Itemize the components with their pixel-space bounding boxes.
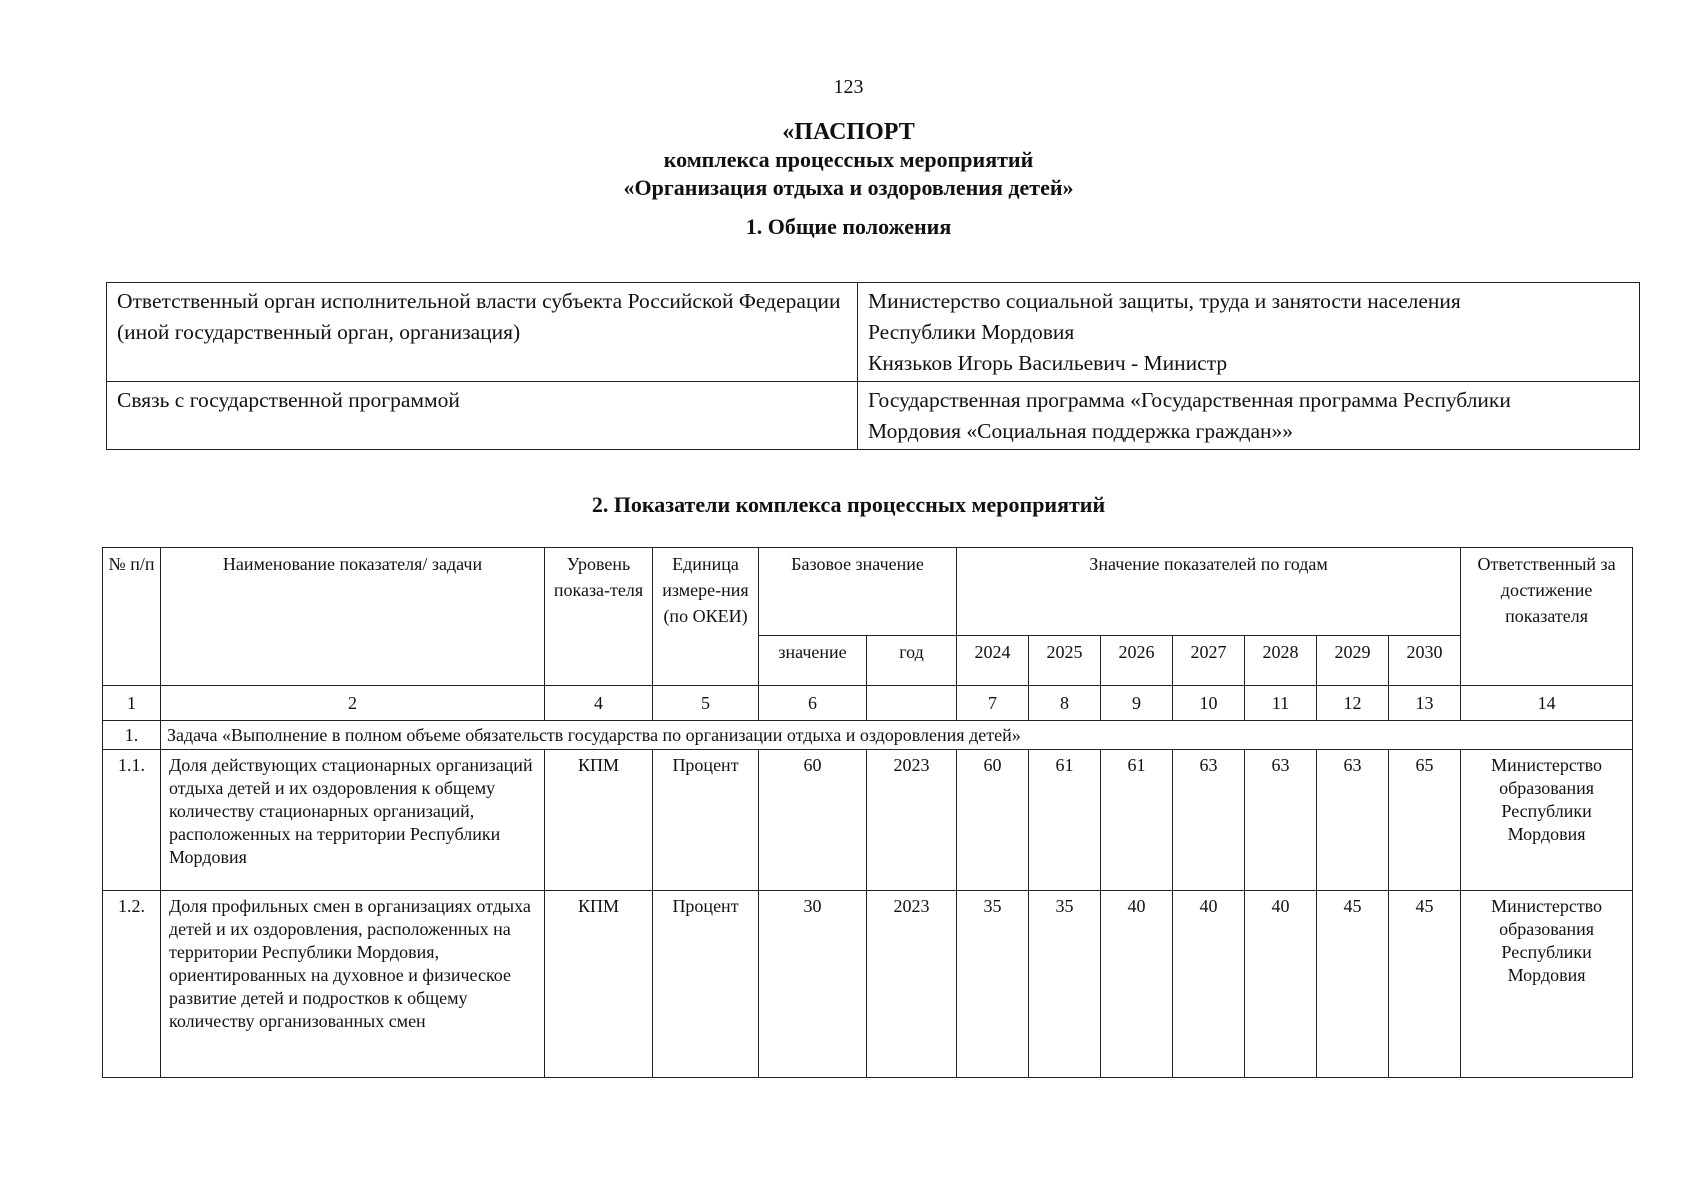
year-value: 45: [1317, 891, 1389, 1078]
col-header-base-year: год: [867, 636, 957, 686]
col-header-years-group: Значение показателей по годам: [957, 548, 1461, 636]
col-header-base-value: значение: [759, 636, 867, 686]
responsible-body: Министерство образования Республики Мордовия: [1461, 750, 1633, 891]
table-row: [107, 283, 1640, 382]
col-header-responsible: Ответственный за достижение показателя: [1461, 548, 1633, 686]
base-value: 60: [759, 750, 867, 891]
column-number: 9: [1101, 686, 1173, 721]
column-number: 8: [1029, 686, 1101, 721]
column-number: 11: [1245, 686, 1317, 721]
year-value: 65: [1389, 750, 1461, 891]
col-header-num: № п/п: [103, 548, 161, 686]
col-header-year: 2026: [1101, 636, 1173, 686]
year-value: 63: [1317, 750, 1389, 891]
base-value: 30: [759, 891, 867, 1078]
column-number: 7: [957, 686, 1029, 721]
col-header-name: Наименование показателя/ задачи: [161, 548, 545, 686]
responsible-body: Министерство образования Республики Мордовия: [1461, 891, 1633, 1078]
col-header-level: Уровень показа-теля: [545, 548, 653, 686]
col-header-year: 2027: [1173, 636, 1245, 686]
value-line: Князьков Игорь Васильевич - Министр: [868, 351, 1228, 375]
general-provisions-table: [106, 282, 1640, 450]
year-value: 61: [1029, 750, 1101, 891]
column-number: 5: [653, 686, 759, 721]
base-year: 2023: [867, 750, 957, 891]
table-row: [103, 891, 1633, 1078]
year-value: 35: [1029, 891, 1101, 1078]
col-header-unit: Единица измере-ния (по ОКЕИ): [653, 548, 759, 686]
year-value: 35: [957, 891, 1029, 1078]
value-line: Мордовия «Социальная поддержка граждан»»: [868, 419, 1293, 443]
column-number: 1: [103, 686, 161, 721]
year-value: 61: [1101, 750, 1173, 891]
column-number: [867, 686, 957, 721]
task-row: [103, 721, 1633, 750]
indicator-unit: Процент: [653, 750, 759, 891]
section-1-heading: 1. Общие положения: [745, 214, 952, 239]
column-number: 4: [545, 686, 653, 721]
indicator-name: Доля действующих стационарных организаций отдыха детей и их оздоровления к общему количеству стационарных организаций, расположенных на территории Республики Мордовия: [161, 750, 545, 891]
year-value: 45: [1389, 891, 1461, 1078]
column-number: 6: [759, 686, 867, 721]
year-value: 40: [1173, 891, 1245, 1078]
col-header-year: 2030: [1389, 636, 1461, 686]
indicator-level: КПМ: [545, 750, 653, 891]
year-value: 63: [1245, 750, 1317, 891]
indicator-level: КПМ: [545, 891, 653, 1078]
title-line-3: «Организация отдыха и оздоровления детей»: [623, 175, 1074, 200]
year-value: 63: [1173, 750, 1245, 891]
general-row-value: [858, 283, 1640, 382]
header-row: [103, 548, 1633, 636]
title-line-1: «ПАСПОРТ: [782, 119, 915, 145]
base-year: 2023: [867, 891, 957, 1078]
year-value: 60: [957, 750, 1029, 891]
column-number: 14: [1461, 686, 1633, 721]
row-number: 1.2.: [103, 891, 161, 1078]
document-title: [0, 118, 1697, 202]
value-line: Республики Мордовия: [868, 320, 1075, 344]
row-number: 1.1.: [103, 750, 161, 891]
value-line: Министерство социальной защиты, труда и занятости населения: [868, 289, 1461, 313]
col-header-year: 2029: [1317, 636, 1389, 686]
general-row-value: [858, 382, 1640, 450]
indicators-table: [102, 547, 1633, 1078]
column-number: 12: [1317, 686, 1389, 721]
indicator-unit: Процент: [653, 891, 759, 1078]
column-number-row: [103, 686, 1633, 721]
year-value: 40: [1101, 891, 1173, 1078]
column-number: 10: [1173, 686, 1245, 721]
title-line-2: комплекса процессных мероприятий: [663, 147, 1034, 172]
general-row-label: Связь с государственной программой: [107, 382, 858, 450]
column-number: 2: [161, 686, 545, 721]
year-value: 40: [1245, 891, 1317, 1078]
page-number: 123: [833, 76, 864, 98]
value-line: Государственная программа «Государственная программа Республики: [868, 388, 1511, 412]
table-row: [107, 382, 1640, 450]
general-row-label: Ответственный орган исполнительной власти субъекта Российской Федерации (иной государственный орган, организация): [107, 283, 858, 382]
col-header-year: 2028: [1245, 636, 1317, 686]
task-text: Задача «Выполнение в полном объеме обязательств государства по организации отдыха и оздоровления детей»: [161, 721, 1633, 750]
table-row: [103, 750, 1633, 891]
col-header-year: 2024: [957, 636, 1029, 686]
indicator-name: Доля профильных смен в организациях отдыха детей и их оздоровления, расположенных на территории Республики Мордовия, ориентированных на духовное и физическое развитие детей и подростков к общему количеству организованных смен: [161, 891, 545, 1078]
col-header-base: Базовое значение: [759, 548, 957, 636]
column-number: 13: [1389, 686, 1461, 721]
section-2-heading: 2. Показатели комплекса процессных мероприятий: [591, 492, 1106, 517]
col-header-year: 2025: [1029, 636, 1101, 686]
task-number: 1.: [103, 721, 161, 750]
